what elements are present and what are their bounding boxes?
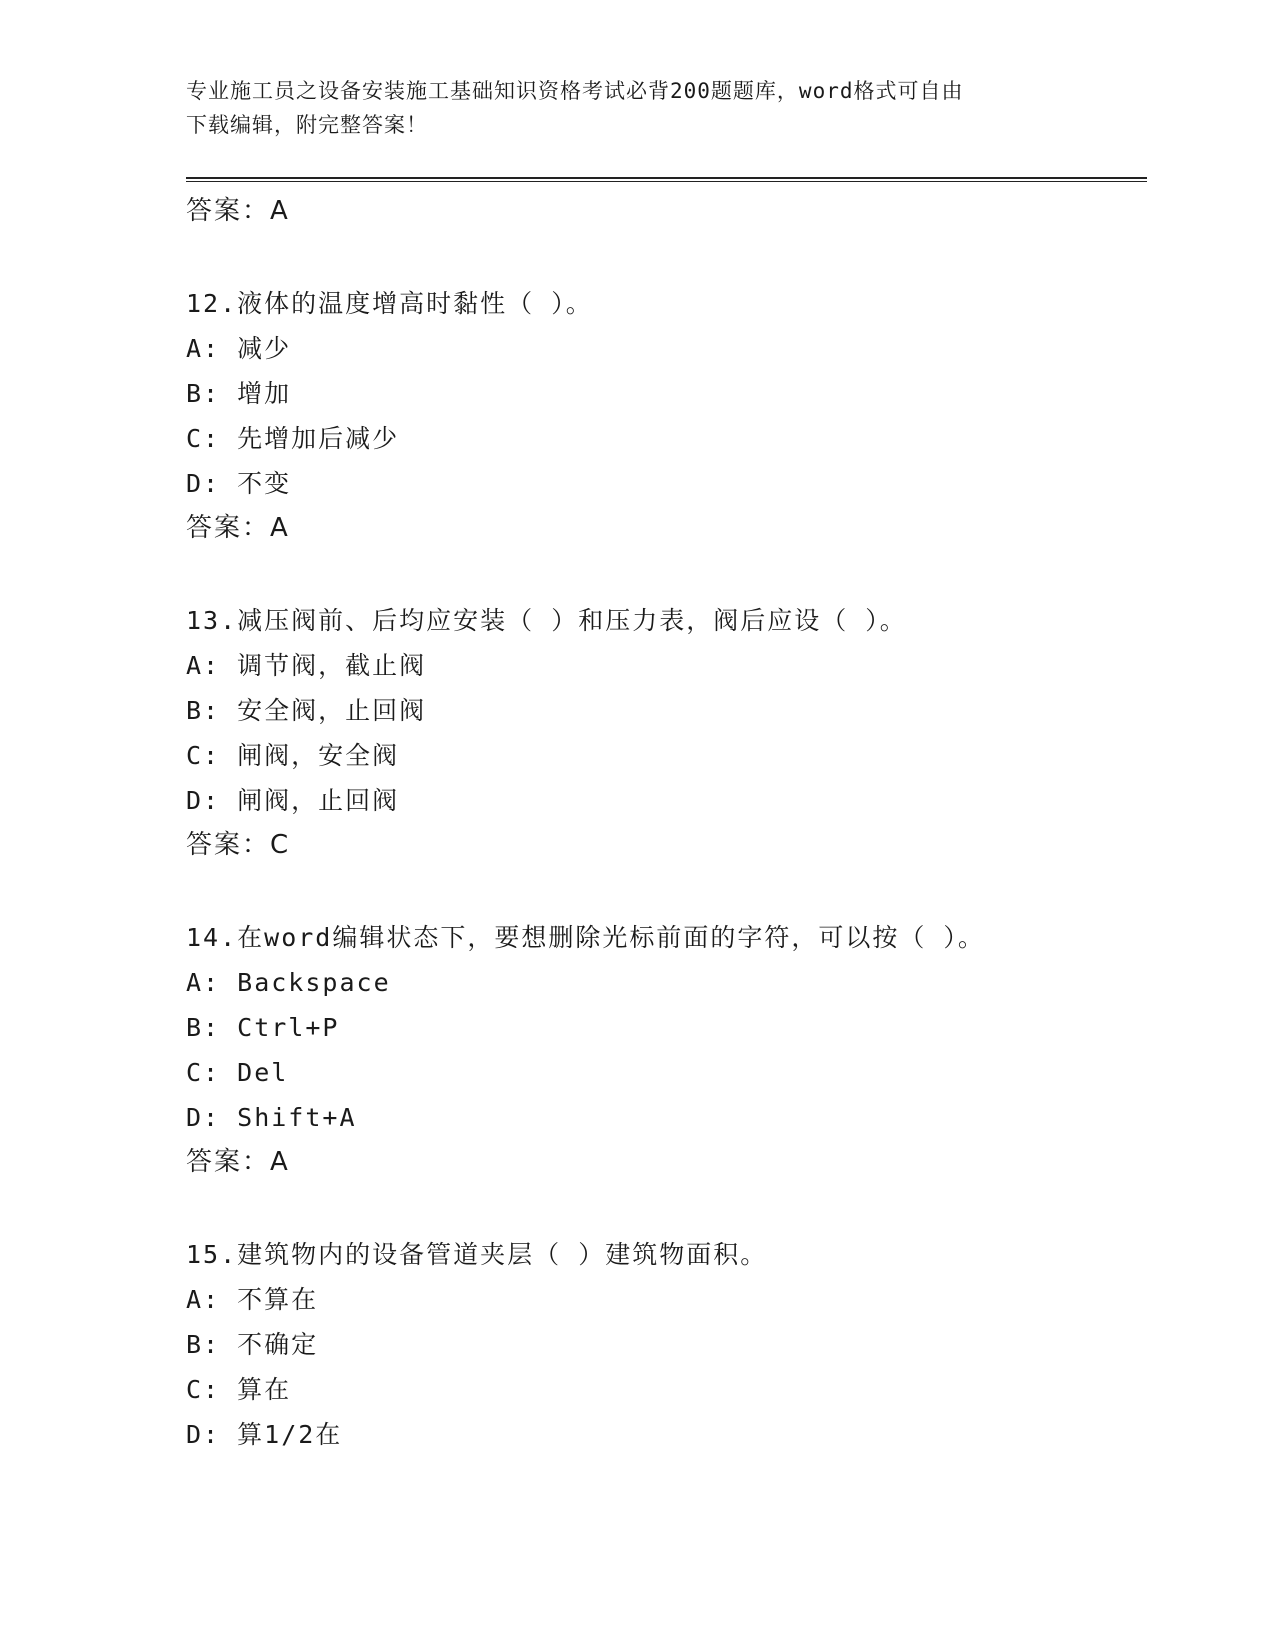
option-b: B: 安全阀，止回阀 <box>186 696 427 725</box>
question-stem: 15.建筑物内的设备管道夹层（ ）建筑物面积。 <box>186 1240 768 1269</box>
header-line-2: 下载编辑，附完整答案！ <box>186 113 428 137</box>
option-a: A: 调节阀，截止阀 <box>186 651 427 680</box>
option-c: C: 闸阀，安全阀 <box>186 741 400 770</box>
option-b: B: Ctrl+P <box>186 1013 340 1042</box>
spacer <box>186 868 1146 915</box>
document-header <box>186 74 1066 142</box>
header-divider <box>186 177 1147 182</box>
option-c: C: 算在 <box>186 1375 292 1404</box>
option-b: B: 增加 <box>186 379 292 408</box>
option-d: D: 不变 <box>186 469 292 498</box>
question-list <box>186 189 1146 1457</box>
option-c: C: Del <box>186 1058 289 1087</box>
answer-line: 答案：C <box>186 830 291 860</box>
question-stem: 13.减压阀前、后均应安装（ ）和压力表，阀后应设（ ）。 <box>186 606 907 635</box>
question-stem: 12.液体的温度增高时黏性（ ）。 <box>186 289 593 318</box>
question-stem: 14.在word编辑状态下，要想删除光标前面的字符，可以按（ ）。 <box>186 923 985 952</box>
header-line-1: 专业施工员之设备安装施工基础知识资格考试必背200题题库，word格式可自由 <box>186 79 964 103</box>
spacer <box>186 234 1146 281</box>
spacer <box>186 551 1146 598</box>
option-a: A: 减少 <box>186 334 292 363</box>
option-a: A: Backspace <box>186 968 391 997</box>
option-d: D: 闸阀，止回阀 <box>186 786 400 815</box>
answer-line: 答案：A <box>186 1147 290 1177</box>
option-b: B: 不确定 <box>186 1330 319 1359</box>
answer-line: 答案：A <box>186 196 290 226</box>
question-13 <box>186 598 1146 868</box>
question-14 <box>186 915 1146 1185</box>
answer-line: 答案：A <box>186 513 290 543</box>
option-a: A: 不算在 <box>186 1285 319 1314</box>
option-d: D: Shift+A <box>186 1103 357 1132</box>
option-c: C: 先增加后减少 <box>186 424 400 453</box>
question-12 <box>186 281 1146 551</box>
option-d: D: 算1/2在 <box>186 1420 343 1449</box>
spacer <box>186 1185 1146 1232</box>
question-15 <box>186 1232 1146 1457</box>
